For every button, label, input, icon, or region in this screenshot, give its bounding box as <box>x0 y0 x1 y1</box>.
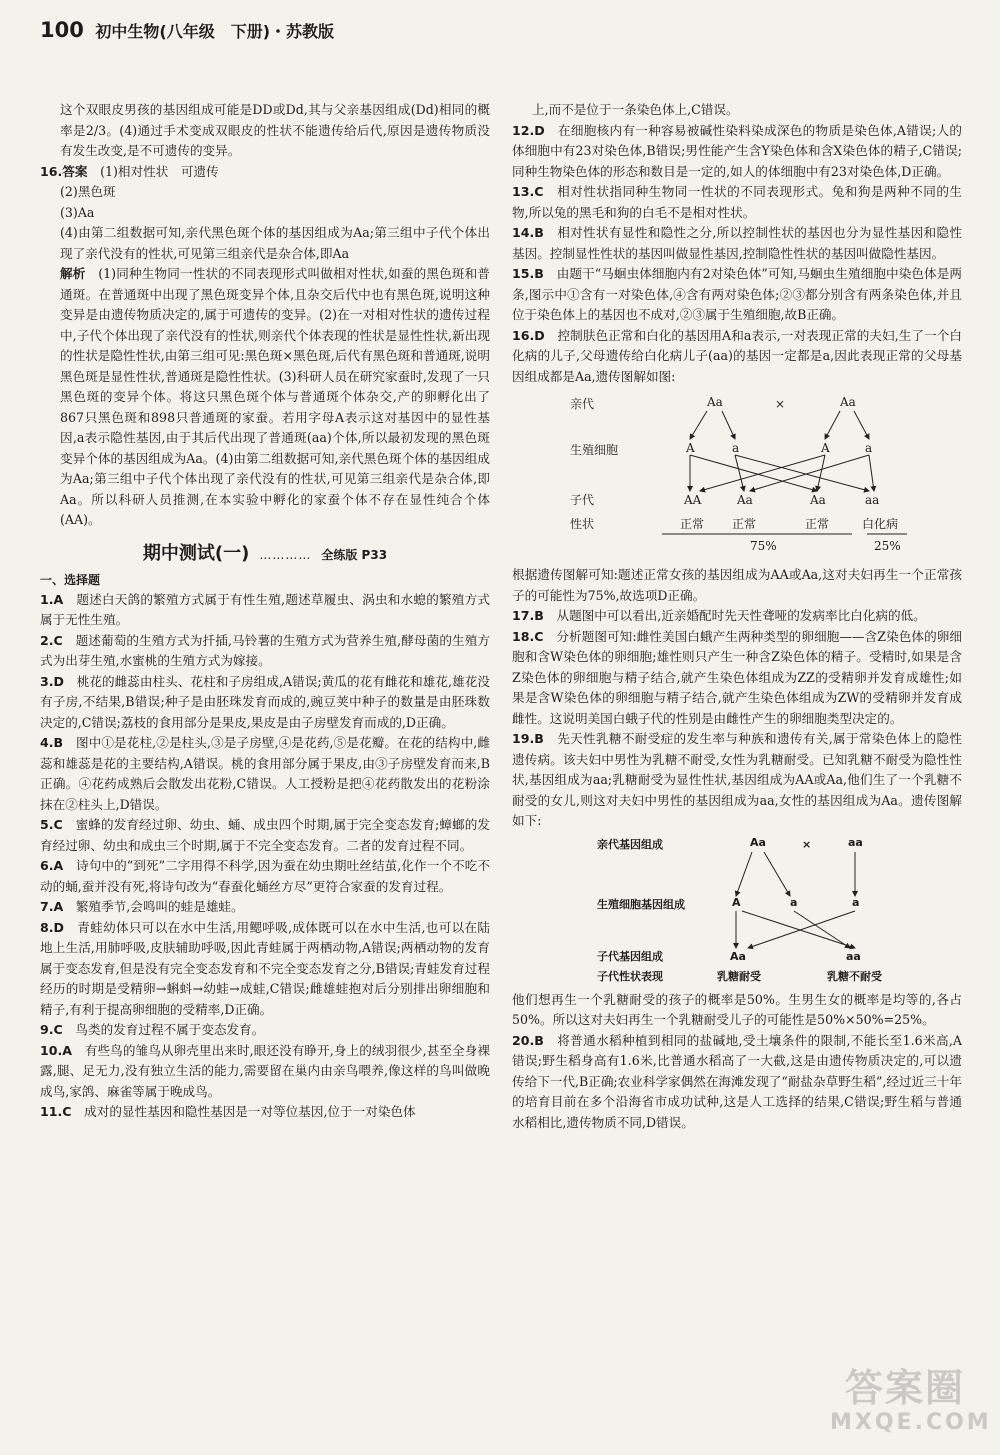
diagram-2-lines <box>512 836 962 986</box>
child-1-genotype: Aa <box>730 949 746 963</box>
watermark-logo <box>830 1365 992 1445</box>
q16-answer-2: (2)黑色斑 <box>60 184 116 199</box>
question-2: 2.C 题述葡萄的生殖方式为扦插,马铃薯的生殖方式为营养生殖,酵母菌的生殖方式为出芽生殖,水蜜桃的生殖方式为嫁接。 <box>40 632 491 668</box>
child-2-trait: 乳糖不耐受 <box>827 969 882 983</box>
row-label-parent: 亲代 <box>570 397 595 411</box>
question-11: 11.C 成对的显性基因和隐性基因是一对等位基因,位于一对染色体 <box>40 1104 416 1119</box>
left-column <box>40 100 490 1123</box>
parent-1-genotype: Aa <box>750 835 766 849</box>
question-3: 3.D 桃花的雌蕊由柱头、花柱和子房组成,A错误;黄瓜的花有雌花和雄花,雄花没有子房,不结果,B错误;种子是由胚珠发育而成的,豌豆荚中种子的数量是由胚珠数决定的,C错误;荔枝的食用部分是果皮,果皮是由子房壁发育而成的,D正确。 <box>40 673 490 730</box>
child-2-genotype: aa <box>846 949 861 963</box>
question-16: 16.D 控制肤色正常和白化的基因用A和a表示,一对表现正常的夫妇,生了一个白化病的儿子,父母遗传给白化病儿子(aa)的基因一定都是a,因此表现正常的父母基因组成都是Aa,遗传图解如图: <box>512 327 962 384</box>
book-title: 初中生物(八年级 下册)・苏教版 <box>95 22 335 41</box>
inheritance-diagram-lactose <box>512 836 962 986</box>
section-ref: 全练版 P33 <box>321 547 388 562</box>
section-dots: ………… <box>259 547 312 562</box>
gamete-2: a <box>790 895 798 909</box>
gamete-2: a <box>732 441 740 455</box>
child-1-trait: 正常 <box>680 517 705 531</box>
child-3-genotype: Aa <box>810 493 826 507</box>
child-4-genotype: aa <box>865 493 880 507</box>
question-20: 20.B 将普通水稻种植到相同的盐碱地,受土壤条件的限制,不能长至1.6米高,A错误;野生稻身高有1.6米,比普通水稻高了一大截,这是由遗传物质决定的,可以遗传给下一代,B正确;农业科学家偶然在海滩发现了“耐盐杂草野生稻”,经过近三十年的培育目前在多个沿海省市成功试种,这是人工选择的结果,C错误;野生稻与普通水稻相比,遗传物质不同,D错误。 <box>512 1032 963 1130</box>
child-4-trait: 白化病 <box>862 517 899 531</box>
parent-2-genotype: aa <box>848 835 863 849</box>
q19-after-diagram: 他们想再生一个乳糖耐受的孩子的概率是50%。生男生女的概率是均等的,各占50%。所以这对夫妇再生一个乳糖耐受儿子的可能性是50%×50%=25%。 <box>512 991 962 1027</box>
question-14: 14.B 相对性状有显性和隐性之分,所以控制性状的基因也分为显性基因和隐性基因。控制显性性状的基因叫做显性基因,控制隐性性状的基因叫做隐性基因。 <box>512 225 962 261</box>
child-1-genotype: AA <box>684 493 702 507</box>
question-1: 1.A 题述白天鸽的繁殖方式属于有性生殖,题述草履虫、涡虫和水螅的繁殖方式属于无性生殖。 <box>40 591 490 627</box>
page-number: 100 <box>40 18 84 42</box>
q11-continuation: 上,而不是位于一条染色体上,C错误。 <box>532 102 739 117</box>
q16-label: 16.答案 <box>40 163 88 179</box>
question-15: 15.B 由题干“马蛔虫体细胞内有2对染色体”可知,马蛔虫生殖细胞中染色体是两条,图示中①含有一对染色体,④含有两对染色体;②③都分别含有两条染色体,并且位于染色体上的基因也不成对,②③属于生殖细胞,故B正确。 <box>512 266 962 322</box>
question-4: 4.B 图中①是花柱,②是柱头,③是子房壁,④是花药,⑤是花瓣。在花的结构中,雌蕊和雄蕊是花的主要结构,A错误。桃的食用部分属于果皮,由③子房壁发育而来,B正确。④花药成熟后会散发出花粉,C错误。人工授粉是把④花药散发出的花粉涂抹在②柱头上,D错误。 <box>40 735 490 812</box>
question-13: 13.C 相对性状指同种生物同一性状的不同表现形式。兔和狗是两种不同的生物,所以兔的黑毛和狗的白毛不是相对性状。 <box>512 184 963 220</box>
row-label-child-trait: 子代性状表现 <box>597 969 663 983</box>
question-18: 18.C 分析题图可知:雌性美国白蛾产生两种类型的卵细胞——含Z染色体的卵细胞和含W染色体的卵细胞;雄性则只产生一种含Z染色体的精子。受精时,如果是含Z染色体的卵细胞与精子结合,就产生染色体组成为ZZ的受精卵并发育成雄性;如果是含W染色体的卵细胞与精子结合,就产生染色体组成为ZW的受精卵并发育成雌性。这说明美国白蛾子代的性别是由雌性产生的卵细胞类型决定的。 <box>512 628 963 726</box>
question-8: 8.D 青蛙幼体只可以在水中生活,用鳃呼吸,成体既可以在水中生活,也可以在陆地上生活,用肺呼吸,皮肤辅助呼吸,因此青蛙属于两栖动物,A错误;两栖动物的发育属于变态发育,但是没有完全变态发育和不完全变态发育之分,B错误;青蛙发育过程经历的时期是受精卵→蝌蚪→幼蛙→成蛙,C错误;雌雄蛙抱对后分别排出卵细胞和精子,有利于提高卵细胞的受精率,D正确。 <box>40 919 491 1017</box>
question-10: 10.A 有些鸟的雏鸟从卵壳里出来时,眼还没有睁开,身上的绒羽很少,甚至全身裸露,腿、足无力,没有独立生活的能力,需要留在巢内由亲鸟喂养,像这样的鸟叫做晚成鸟,家鸽、麻雀等属于晚成鸟。 <box>40 1042 490 1099</box>
watermark-line-1: 答案圈 <box>844 1366 965 1410</box>
child-3-trait: 正常 <box>805 517 830 531</box>
q16-explanation: (1)同种生物同一性状的不同表现形式叫做相对性状,如蚕的黑色斑和普通斑。在普通斑中出现了黑色斑变异个体,且杂交后代中也有黑色斑,说明这种变异是由遗传物质决定的,属于可遗传的变异。(2)在一对相对性状的遗传过程中,子代个体出现了亲代没有的性状,则亲代个体表现的性状是显性性状,新出现的性状是隐性性状,由第三组可见:黑色斑×黑色斑,后代有黑色斑和普通斑,说明黑色斑是显性性状,普通斑是隐性性状。(3)科研人员在研究家蚕时,发现了一只黑色斑的变异个体。将这只黑色斑个体与普通斑个体杂交,产的卵孵化出了867只黑色斑和898只普通斑的家蚕。若用字母A表示这对基因中的显性基因,a表示隐性基因,由于其后代出现了普通斑(aa)个体,所以最初发现的黑色斑变异个体的基因组成为Aa。(4)由第二组数据可知,亲代黑色斑个体的基因组成为Aa;第三组中子代个体出现了亲代没有的性状,可见第三组亲代是杂合体,即Aa。所以科研人员推测,在本实验中孵化的家蚕个体不存在显性纯合个体(AA)。 <box>60 266 490 527</box>
row-label-gamete: 生殖细胞 <box>570 443 619 457</box>
page-header <box>40 18 334 42</box>
gamete-1: A <box>732 895 741 909</box>
sub-title: 一、选择题 <box>40 572 101 587</box>
child-1-trait: 乳糖耐受 <box>717 969 761 983</box>
q16-after-diagram: 根据遗传图解可知:题述正常女孩的基因组成为AA或Aa,这对夫妇再生一个正常孩子的可能性为75%,故选项D正确。 <box>512 567 962 603</box>
child-2-genotype: Aa <box>737 493 753 507</box>
child-2-trait: 正常 <box>732 517 757 531</box>
watermark-line-2: MXQE.COM <box>830 1410 992 1435</box>
question-6: 6.A 诗句中的“到死”二字用得不科学,因为蚕在幼虫期吐丝结茧,化作一个不吃不动的蛹,蚕并没有死,将诗句改为“春蚕化蛹丝方尽”更符合家蚕的发育过程。 <box>40 858 490 894</box>
inheritance-diagram-albinism <box>512 391 962 561</box>
q16-answer-3: (3)Aa <box>60 204 95 220</box>
row-label-parent-genotype: 亲代基因组成 <box>597 837 663 851</box>
question-7: 7.A 繁殖季节,会鸣叫的蛙是雄蛙。 <box>40 899 244 914</box>
gamete-1: A <box>686 441 695 455</box>
question-9: 9.C 鸟类的发育过程不属于变态发育。 <box>40 1022 265 1037</box>
cross-symbol: × <box>775 397 786 411</box>
q16-answer-4: (4)由第二组数据可知,亲代黑色斑个体的基因组成为Aa;第三组中子代个体出现了亲代没有的性状,可见第三组亲代是杂合体,即Aa <box>60 225 490 261</box>
question-17: 17.B 从题图中可以看出,近亲婚配时先天性聋哑的发病率比白化病的低。 <box>512 608 926 623</box>
percent-albino: 25% <box>874 539 901 553</box>
section-title <box>40 539 490 565</box>
cross-symbol: × <box>802 837 812 851</box>
intro-paragraph: 这个双眼皮男孩的基因组成可能是DD或Dd,其与父亲基因组成(Dd)相同的概率是2/3。(4)通过手术变成双眼皮的性状不能遗传给后代,原因是遗传物质没有发生改变,是不可遗传的变异。 <box>60 102 490 158</box>
question-19: 19.B 先天性乳糖不耐受症的发生率与种族和遗传有关,属于常染色体上的隐性遗传病。该夫妇中男性为乳糖不耐受,女性为乳糖耐受。已知乳糖不耐受为隐性性状,基因组成为aa;乳糖耐受为显性性状,基因组成为AA或Aa,他们生了一个乳糖不耐受的女儿,则这对夫妇中男性的基因组成为aa,女性的基因组成为Aa。遗传图解如下: <box>512 731 962 828</box>
question-5: 5.C 蜜蜂的发育经过卵、幼虫、蛹、成虫四个时期,属于完全变态发育;蟑螂的发育经过卵、幼虫和成虫三个时期,属于不完全变态发育。二者的发育过程不同。 <box>40 817 491 853</box>
percent-normal: 75% <box>750 539 777 553</box>
row-label-child: 子代 <box>570 493 595 507</box>
diagram-1-lines <box>512 391 962 561</box>
q16-explanation-label: 解析 <box>60 266 86 281</box>
gamete-4: a <box>865 441 873 455</box>
gamete-3: A <box>821 441 830 455</box>
row-label-trait: 性状 <box>570 517 595 531</box>
gamete-3: a <box>852 895 860 909</box>
parent-2-genotype: Aa <box>840 395 856 409</box>
question-12: 12.D 在细胞核内有一种容易被碱性染料染成深色的物质是染色体,A错误;人的体细胞中有23对染色体,B错误;男性能产生含Y染色体和含X染色体的精子,C错误;同种生物染色体的形态和数目是一定的,如人的体细胞中有23对染色体,D正确。 <box>512 122 963 179</box>
parent-1-genotype: Aa <box>707 395 723 409</box>
section-title-text: 期中测试(一) <box>142 542 250 564</box>
row-label-gamete-genotype: 生殖细胞基因组成 <box>597 897 685 911</box>
q16-answer-1: (1)相对性状 可遗传 <box>100 163 219 179</box>
row-label-child-genotype: 子代基因组成 <box>597 949 663 963</box>
right-column <box>512 100 962 1133</box>
